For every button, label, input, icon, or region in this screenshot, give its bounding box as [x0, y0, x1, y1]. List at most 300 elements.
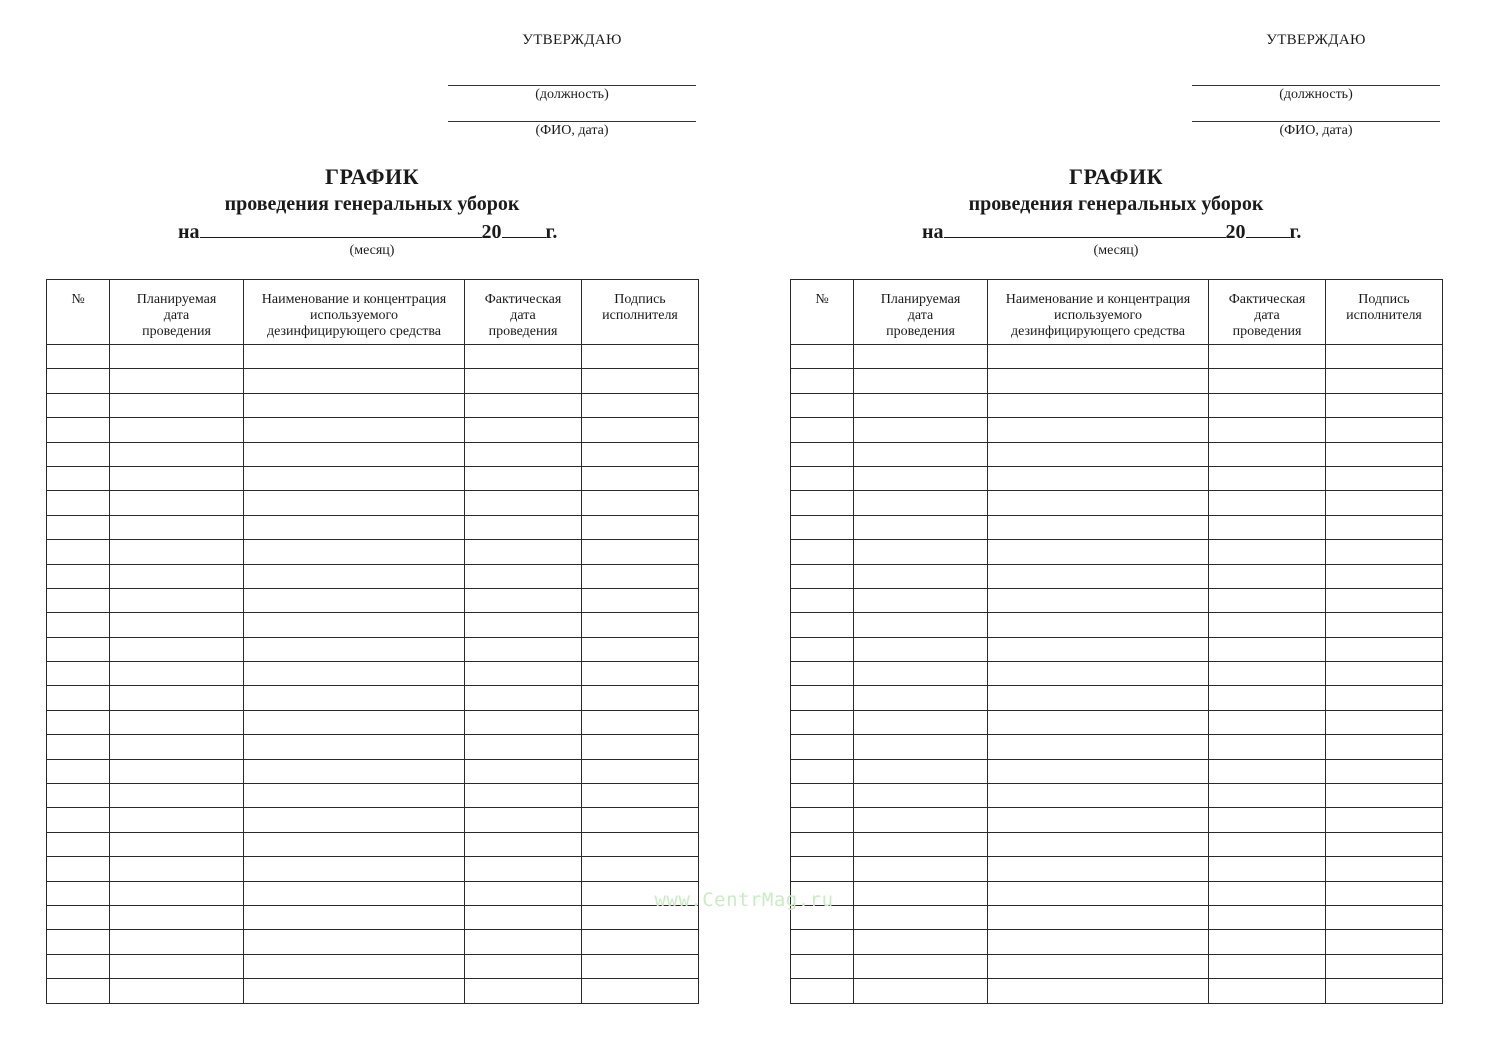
table-cell[interactable] [988, 905, 1209, 929]
table-cell[interactable] [244, 662, 465, 686]
table-cell[interactable] [465, 686, 582, 710]
table-cell[interactable] [110, 345, 244, 369]
table-cell[interactable] [988, 881, 1209, 905]
table-cell[interactable] [244, 466, 465, 490]
table-cell[interactable] [465, 832, 582, 856]
table-cell[interactable] [244, 442, 465, 466]
table-cell[interactable] [988, 515, 1209, 539]
table-cell[interactable] [47, 466, 110, 490]
table-cell[interactable] [244, 345, 465, 369]
table-cell[interactable] [110, 369, 244, 393]
table-cell[interactable] [110, 784, 244, 808]
table-row [47, 540, 699, 564]
table-cell[interactable] [47, 686, 110, 710]
table-cell[interactable] [47, 637, 110, 661]
table-cell[interactable] [988, 735, 1209, 759]
table-cell[interactable] [854, 491, 988, 515]
table-cell[interactable] [582, 442, 699, 466]
table-cell[interactable] [1209, 515, 1326, 539]
table-cell[interactable] [110, 564, 244, 588]
table-cell[interactable] [1326, 418, 1443, 442]
table-cell[interactable] [465, 613, 582, 637]
table-cell[interactable] [465, 637, 582, 661]
table-cell[interactable] [1209, 613, 1326, 637]
table-cell[interactable] [110, 686, 244, 710]
table-cell[interactable] [1209, 369, 1326, 393]
table-cell[interactable] [110, 588, 244, 612]
table-cell[interactable] [988, 759, 1209, 783]
table-cell[interactable] [110, 905, 244, 929]
table-cell[interactable] [854, 735, 988, 759]
table-cell[interactable] [582, 466, 699, 490]
table-cell[interactable] [1209, 759, 1326, 783]
table-cell[interactable] [1326, 784, 1443, 808]
table-cell[interactable] [854, 784, 988, 808]
table-cell[interactable] [988, 588, 1209, 612]
table-cell[interactable] [47, 735, 110, 759]
table-cell[interactable] [244, 857, 465, 881]
column-header [1209, 280, 1326, 345]
table-cell[interactable] [244, 954, 465, 978]
table-cell[interactable] [1209, 832, 1326, 856]
table-cell[interactable] [465, 857, 582, 881]
table-cell[interactable] [854, 393, 988, 417]
column-header [47, 280, 110, 345]
table-cell[interactable] [110, 515, 244, 539]
position-caption: (должность) [535, 87, 609, 102]
table-cell[interactable] [854, 759, 988, 783]
table-cell[interactable] [854, 710, 988, 734]
fio-caption: (ФИО, дата) [1279, 123, 1353, 138]
table-cell[interactable] [110, 540, 244, 564]
table-cell[interactable] [110, 710, 244, 734]
table-cell[interactable] [791, 540, 854, 564]
table-cell[interactable] [854, 588, 988, 612]
table-cell[interactable] [791, 637, 854, 661]
table-cell[interactable] [1326, 442, 1443, 466]
table-cell[interactable] [244, 540, 465, 564]
table-cell[interactable] [988, 393, 1209, 417]
table-cell[interactable] [110, 735, 244, 759]
table-cell[interactable] [47, 905, 110, 929]
table-cell[interactable] [988, 979, 1209, 1003]
table-cell[interactable] [244, 881, 465, 905]
table-cell[interactable] [791, 662, 854, 686]
table-cell[interactable] [244, 637, 465, 661]
table-cell[interactable] [465, 466, 582, 490]
table-cell[interactable] [854, 442, 988, 466]
table-cell[interactable] [110, 491, 244, 515]
table-cell[interactable] [465, 345, 582, 369]
table-cell[interactable] [791, 515, 854, 539]
table-row [47, 418, 699, 442]
table-cell[interactable] [582, 735, 699, 759]
table-cell[interactable] [854, 832, 988, 856]
table-cell[interactable] [465, 442, 582, 466]
table-cell[interactable] [465, 881, 582, 905]
table-cell[interactable] [47, 613, 110, 637]
table-cell[interactable] [988, 418, 1209, 442]
column-header-line: дата [510, 308, 536, 323]
table-cell[interactable] [1326, 954, 1443, 978]
table-cell[interactable] [47, 857, 110, 881]
table-cell[interactable] [47, 784, 110, 808]
table-cell[interactable] [1209, 735, 1326, 759]
table-cell[interactable] [988, 954, 1209, 978]
table-cell[interactable] [465, 515, 582, 539]
table-cell[interactable] [47, 540, 110, 564]
table-cell[interactable] [1209, 540, 1326, 564]
table-cell[interactable] [582, 686, 699, 710]
table-cell[interactable] [244, 759, 465, 783]
table-cell[interactable] [465, 784, 582, 808]
table-cell[interactable] [582, 588, 699, 612]
table-cell[interactable] [110, 954, 244, 978]
table-cell[interactable] [988, 540, 1209, 564]
table-cell[interactable] [791, 345, 854, 369]
table-cell[interactable] [582, 857, 699, 881]
table-cell[interactable] [1326, 345, 1443, 369]
table-cell[interactable] [110, 857, 244, 881]
table-cell[interactable] [47, 564, 110, 588]
table-cell[interactable] [1326, 564, 1443, 588]
table-cell[interactable] [1209, 930, 1326, 954]
table-row [791, 930, 1443, 954]
table-cell[interactable] [465, 393, 582, 417]
table-cell[interactable] [1209, 418, 1326, 442]
column-header [465, 280, 582, 345]
table-cell[interactable] [1209, 564, 1326, 588]
table-cell[interactable] [244, 613, 465, 637]
table-row [791, 564, 1443, 588]
table-cell[interactable] [1209, 881, 1326, 905]
column-header-line: дата [1254, 308, 1280, 323]
table-cell[interactable] [1326, 588, 1443, 612]
table-cell[interactable] [582, 369, 699, 393]
table-cell[interactable] [110, 637, 244, 661]
table-cell[interactable] [1209, 466, 1326, 490]
table-cell[interactable] [988, 637, 1209, 661]
table-cell[interactable] [47, 832, 110, 856]
table-cell[interactable] [791, 466, 854, 490]
table-cell[interactable] [465, 930, 582, 954]
table-cell[interactable] [244, 418, 465, 442]
table-cell[interactable] [244, 491, 465, 515]
table-cell[interactable] [988, 710, 1209, 734]
table-cell[interactable] [582, 393, 699, 417]
table-cell[interactable] [854, 930, 988, 954]
table-row [47, 613, 699, 637]
table-cell[interactable] [47, 759, 110, 783]
table-cell[interactable] [47, 393, 110, 417]
table-cell[interactable] [988, 466, 1209, 490]
table-cell[interactable] [1209, 857, 1326, 881]
table-cell[interactable] [47, 954, 110, 978]
table-cell[interactable] [110, 881, 244, 905]
table-cell[interactable] [582, 613, 699, 637]
table-cell[interactable] [854, 662, 988, 686]
table-cell[interactable] [854, 466, 988, 490]
table-cell[interactable] [854, 345, 988, 369]
month-blank [944, 219, 1226, 238]
table-cell[interactable] [1326, 393, 1443, 417]
table-cell[interactable] [854, 369, 988, 393]
table-cell[interactable] [244, 588, 465, 612]
table-cell[interactable] [854, 418, 988, 442]
table-cell[interactable] [854, 979, 988, 1003]
table-cell[interactable] [791, 491, 854, 515]
table-cell[interactable] [110, 662, 244, 686]
table-cell[interactable] [988, 686, 1209, 710]
schedule-table [46, 279, 699, 1004]
table-cell[interactable] [244, 905, 465, 929]
table-cell[interactable] [47, 345, 110, 369]
table-row [791, 905, 1443, 929]
table-cell[interactable] [465, 588, 582, 612]
table-cell[interactable] [244, 564, 465, 588]
table-cell[interactable] [1209, 954, 1326, 978]
table-cell[interactable] [47, 369, 110, 393]
table-cell[interactable] [110, 930, 244, 954]
table-cell[interactable] [47, 442, 110, 466]
table-cell[interactable] [1326, 637, 1443, 661]
table-cell[interactable] [110, 759, 244, 783]
table-cell[interactable] [854, 637, 988, 661]
table-cell[interactable] [465, 564, 582, 588]
table-cell[interactable] [582, 784, 699, 808]
table-cell[interactable] [1326, 613, 1443, 637]
table-cell[interactable] [1326, 686, 1443, 710]
table-cell[interactable] [1326, 369, 1443, 393]
column-header-line: дата [163, 308, 190, 323]
table-cell[interactable] [582, 808, 699, 832]
table-cell[interactable] [988, 930, 1209, 954]
table-cell[interactable] [988, 369, 1209, 393]
table-cell[interactable] [791, 393, 854, 417]
table-row [47, 759, 699, 783]
table-cell[interactable] [582, 662, 699, 686]
table-cell[interactable] [244, 832, 465, 856]
table-cell[interactable] [988, 613, 1209, 637]
table-cell[interactable] [47, 491, 110, 515]
table-row [791, 954, 1443, 978]
table-cell[interactable] [1209, 588, 1326, 612]
table-cell[interactable] [791, 735, 854, 759]
table-cell[interactable] [1326, 930, 1443, 954]
table-row [47, 735, 699, 759]
table-cell[interactable] [988, 857, 1209, 881]
table-cell[interactable] [47, 588, 110, 612]
table-cell[interactable] [244, 515, 465, 539]
table-cell[interactable] [582, 345, 699, 369]
table-cell[interactable] [1209, 686, 1326, 710]
table-cell[interactable] [465, 905, 582, 929]
table-cell[interactable] [47, 662, 110, 686]
table-cell[interactable] [582, 954, 699, 978]
table-cell[interactable] [854, 686, 988, 710]
column-header-line: № [815, 292, 829, 307]
table-cell[interactable] [1326, 515, 1443, 539]
table-cell[interactable] [791, 979, 854, 1003]
table-cell[interactable] [244, 979, 465, 1003]
table-cell[interactable] [244, 686, 465, 710]
table-cell[interactable] [47, 930, 110, 954]
table-cell[interactable] [244, 735, 465, 759]
table-cell[interactable] [1326, 735, 1443, 759]
table-cell[interactable] [854, 515, 988, 539]
table-cell[interactable] [791, 418, 854, 442]
table-cell[interactable] [1209, 345, 1326, 369]
table-cell[interactable] [1326, 979, 1443, 1003]
table-cell[interactable] [244, 930, 465, 954]
table-cell[interactable] [854, 857, 988, 881]
table-cell[interactable] [791, 710, 854, 734]
table-cell[interactable] [582, 540, 699, 564]
table-cell[interactable] [465, 954, 582, 978]
column-header-line: Планируемая [880, 292, 961, 307]
table-cell[interactable] [791, 808, 854, 832]
table-cell[interactable] [791, 588, 854, 612]
table-cell[interactable] [1326, 905, 1443, 929]
table-cell[interactable] [582, 418, 699, 442]
table-cell[interactable] [1209, 784, 1326, 808]
table-cell[interactable] [47, 710, 110, 734]
table-cell[interactable] [791, 369, 854, 393]
table-cell[interactable] [582, 564, 699, 588]
table-cell[interactable] [110, 393, 244, 417]
column-header [582, 280, 699, 345]
table-cell[interactable] [110, 613, 244, 637]
table-cell[interactable] [1209, 662, 1326, 686]
table-cell[interactable] [47, 515, 110, 539]
table-cell[interactable] [110, 832, 244, 856]
table-cell[interactable] [791, 784, 854, 808]
table-cell[interactable] [47, 979, 110, 1003]
table-cell[interactable] [465, 418, 582, 442]
table-cell[interactable] [1326, 491, 1443, 515]
table-cell[interactable] [1209, 710, 1326, 734]
table-cell[interactable] [465, 662, 582, 686]
table-cell[interactable] [791, 832, 854, 856]
table-cell[interactable] [1326, 832, 1443, 856]
table-cell[interactable] [791, 930, 854, 954]
table-cell[interactable] [854, 564, 988, 588]
table-cell[interactable] [110, 808, 244, 832]
table-cell[interactable] [988, 808, 1209, 832]
table-cell[interactable] [988, 345, 1209, 369]
column-header [110, 280, 244, 345]
table-cell[interactable] [47, 808, 110, 832]
table-row [47, 345, 699, 369]
table-cell[interactable] [47, 881, 110, 905]
table-cell[interactable] [854, 540, 988, 564]
table-cell[interactable] [244, 784, 465, 808]
table-cell[interactable] [1326, 759, 1443, 783]
table-cell[interactable] [988, 564, 1209, 588]
table-cell[interactable] [1326, 881, 1443, 905]
table-cell[interactable] [582, 515, 699, 539]
table-cell[interactable] [1209, 393, 1326, 417]
table-cell[interactable] [1209, 637, 1326, 661]
period-suffix: г. [1289, 221, 1302, 243]
table-cell[interactable] [1209, 442, 1326, 466]
form-page-right [744, 0, 1488, 1052]
table-cell[interactable] [791, 759, 854, 783]
table-cell[interactable] [854, 905, 988, 929]
form-title: ГРАФИК [1068, 164, 1164, 189]
table-row [47, 588, 699, 612]
table-cell[interactable] [1326, 808, 1443, 832]
table-cell[interactable] [582, 979, 699, 1003]
table-cell[interactable] [465, 759, 582, 783]
table-cell[interactable] [1326, 540, 1443, 564]
table-cell[interactable] [582, 710, 699, 734]
table-cell[interactable] [582, 930, 699, 954]
table-cell[interactable] [244, 393, 465, 417]
table-cell[interactable] [465, 369, 582, 393]
table-cell[interactable] [854, 613, 988, 637]
table-cell[interactable] [1326, 466, 1443, 490]
table-cell[interactable] [791, 564, 854, 588]
table-cell[interactable] [1326, 662, 1443, 686]
table-cell[interactable] [988, 832, 1209, 856]
table-cell[interactable] [1326, 710, 1443, 734]
table-cell[interactable] [791, 954, 854, 978]
table-cell[interactable] [244, 808, 465, 832]
table-cell[interactable] [791, 442, 854, 466]
table-cell[interactable] [791, 686, 854, 710]
table-cell[interactable] [988, 442, 1209, 466]
table-cell[interactable] [465, 735, 582, 759]
table-cell[interactable] [465, 491, 582, 515]
table-cell[interactable] [582, 491, 699, 515]
table-cell[interactable] [854, 954, 988, 978]
table-cell[interactable] [465, 710, 582, 734]
table-cell[interactable] [791, 857, 854, 881]
table-cell[interactable] [988, 491, 1209, 515]
table-cell[interactable] [1209, 808, 1326, 832]
table-cell[interactable] [1209, 979, 1326, 1003]
table-cell[interactable] [582, 832, 699, 856]
table-cell[interactable] [582, 637, 699, 661]
table-cell[interactable] [110, 979, 244, 1003]
table-cell[interactable] [854, 808, 988, 832]
table-cell[interactable] [582, 759, 699, 783]
table-cell[interactable] [465, 540, 582, 564]
table-cell[interactable] [465, 808, 582, 832]
table-cell[interactable] [110, 418, 244, 442]
table-cell[interactable] [988, 662, 1209, 686]
table-cell[interactable] [110, 442, 244, 466]
table-cell[interactable] [47, 418, 110, 442]
month-caption: (месяц) [349, 243, 395, 258]
table-cell[interactable] [244, 710, 465, 734]
table-cell[interactable] [465, 979, 582, 1003]
table-cell[interactable] [1209, 491, 1326, 515]
table-cell[interactable] [791, 613, 854, 637]
table-cell[interactable] [988, 784, 1209, 808]
table-cell[interactable] [244, 369, 465, 393]
table-row [47, 832, 699, 856]
period-line [922, 219, 1322, 245]
table-cell[interactable] [110, 466, 244, 490]
table-row [791, 832, 1443, 856]
table-row [791, 418, 1443, 442]
table-cell[interactable] [1209, 905, 1326, 929]
table-cell[interactable] [1326, 857, 1443, 881]
table-row [47, 515, 699, 539]
table-cell[interactable] [854, 881, 988, 905]
